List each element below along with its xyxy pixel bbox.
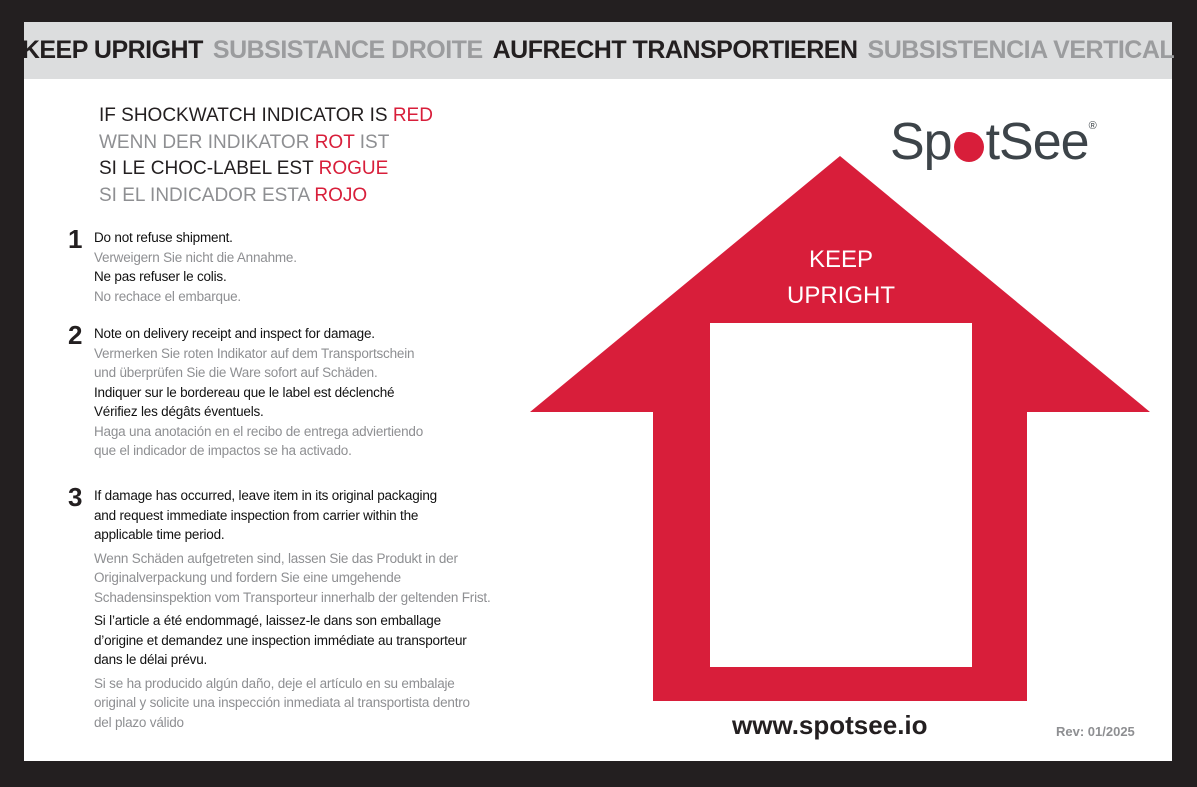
logo-text-start: Sp (890, 113, 952, 171)
banner-text-en: KEEP UPRIGHT (21, 36, 203, 64)
step-line-es: original y solicite una inspección inmediata al transportista dentro (94, 695, 470, 710)
step-line-en: Note on delivery receipt and inspect for damage. (94, 326, 375, 341)
heading-de (99, 130, 433, 157)
step-line-fr: Si l’article a été endommagé, laissez-le dans son emballage (94, 613, 441, 628)
heading-de-text: WENN DER INDIKATOR (99, 131, 315, 153)
up-arrow-icon (529, 156, 1151, 702)
step-line-de: Schadensinspektion vom Transporteur innerhalb der geltenden Frist. (94, 589, 491, 605)
step-line-fr: dans le délai prévu. (94, 652, 208, 667)
step-line-fr: d’origine et demandez une inspection immédiate au transporteur (94, 632, 467, 648)
step-line-de: Wenn Schäden aufgetreten sind, lassen Sie das Produkt in der (94, 550, 458, 566)
step-line-de: Verweigern Sie nicht die Annahme. (94, 249, 297, 265)
arrow-label-line2: UPRIGHT (787, 282, 895, 309)
step-number: 2 (68, 320, 83, 350)
step-number: 3 (68, 482, 83, 512)
heading-es-text: SI EL INDICADOR ESTA (99, 184, 315, 206)
step-text (94, 228, 564, 306)
step-line-es: Si se ha producido algún daño, deje el artículo en su embalaje (94, 675, 455, 691)
keep-upright-banner (21, 22, 1175, 79)
step-line-fr: Ne pas refuser le colis. (94, 269, 227, 284)
registered-mark: ® (1088, 120, 1096, 132)
step-line-es: No rechace el embarque. (94, 288, 241, 304)
heading-fr-text: SI LE CHOC-LABEL EST (99, 158, 319, 179)
arrow-label (736, 242, 946, 314)
logo-text-end: tSee (985, 113, 1089, 171)
arrow-window (710, 323, 972, 667)
step-line-es: del plazo válido (94, 714, 184, 730)
heading-en-text: IF SHOCKWATCH INDICATOR IS (99, 105, 393, 126)
step-line-en: If damage has occurred, leave item in its original packaging (94, 488, 437, 503)
heading-de-after: IST (354, 131, 390, 153)
step-line-en: and request immediate inspection from carrier within the (94, 507, 419, 523)
step-text (94, 486, 564, 732)
indicator-heading (99, 103, 433, 209)
banner-text-de: AUFRECHT TRANSPORTIEREN (492, 36, 858, 64)
heading-de-color: ROT (314, 131, 355, 153)
step-line-de: und überprüfen Sie die Ware sofort auf Schäden. (94, 365, 378, 380)
banner-text-fr: SUBSISTANCE DROITE (212, 36, 483, 64)
heading-en-color: RED (392, 105, 433, 126)
heading-fr-color: ROGUE (318, 158, 389, 179)
step-line-en: Do not refuse shipment. (94, 230, 233, 245)
heading-es-color: ROJO (314, 184, 368, 206)
step-line-fr: Vérifiez les dégâts éventuels. (94, 404, 264, 419)
step-line-fr: Indiquer sur le bordereau que le label est déclenché (94, 384, 395, 400)
step-line-en: applicable time period. (94, 527, 225, 542)
step-text (94, 324, 564, 461)
step-line-de: Vermerken Sie roten Indikator auf dem Transportschein (94, 345, 415, 361)
banner-text-es: SUBSISTENCIA VERTICAL (867, 36, 1175, 64)
step-line-de: Originalverpackung und fordern Sie eine umgehende (94, 570, 401, 585)
step-line-es: Haga una anotación en el recibo de entrega adviertiendo (94, 423, 423, 439)
website-link[interactable]: www.spotsee.io (732, 710, 928, 740)
heading-fr (99, 156, 433, 183)
heading-en (99, 103, 433, 130)
shipping-label (21, 22, 1175, 761)
step-line-es: que el indicador de impactos se ha activado. (94, 443, 352, 458)
step-number: 1 (68, 224, 83, 254)
arrow-label-line1: KEEP (808, 246, 874, 273)
revision-text: Rev: 01/2025 (1056, 724, 1135, 739)
heading-es (99, 183, 433, 210)
